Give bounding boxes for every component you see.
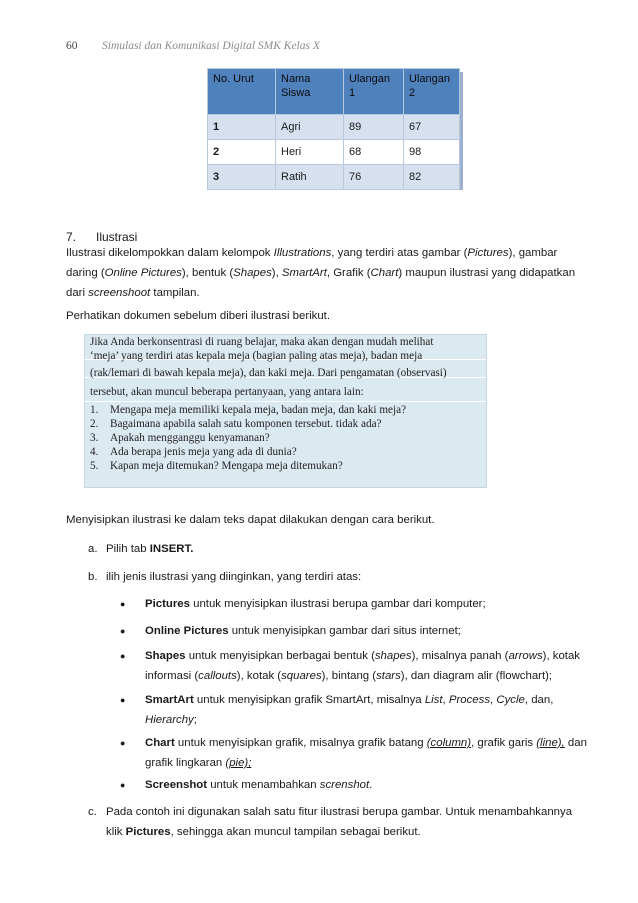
header-ulangan-2: Ulangan 2 xyxy=(404,69,460,115)
table-cell: 67 xyxy=(404,115,460,140)
list-item: 2. Bagaimana apabila salah satu komponen tersebut. tidak ada? xyxy=(90,418,382,430)
bullet-icon: ● xyxy=(120,695,126,705)
bullet-icon: ● xyxy=(120,599,126,609)
table-cell: 2 xyxy=(208,140,276,165)
table-cell: Agri xyxy=(276,115,344,140)
bullet-online-pictures: ● Online Pictures untuk menyisipkan gambar dari situs internet; xyxy=(120,621,610,641)
bullet-icon: ● xyxy=(120,626,126,636)
table-cell: 82 xyxy=(404,165,460,190)
list-item: 4. Ada berapa jenis meja yang ada di dunia? xyxy=(90,446,297,458)
table-cell: 1 xyxy=(208,115,276,140)
table-cell: 68 xyxy=(344,140,404,165)
table-row xyxy=(208,165,460,190)
list-item: 5. Kapan meja ditemukan? Mengapa meja ditemukan? xyxy=(90,460,343,472)
box-line: tersebut, akan muncul beberapa pertanyaan, yang antara lain: xyxy=(90,386,364,398)
table-row xyxy=(208,140,460,165)
header-nama-siswa: Nama Siswa xyxy=(276,69,344,115)
step-a: a. Pilih tab INSERT. xyxy=(88,543,194,555)
bullet-icon: ● xyxy=(120,780,126,790)
list-item: 1. Mengapa meja memiliki kepala meja, badan meja, dan kaki meja? xyxy=(90,404,407,416)
section-title: Ilustrasi xyxy=(96,230,138,244)
table-cell: Ratih xyxy=(276,165,344,190)
bullet-icon: ● xyxy=(120,738,126,748)
table-cell: 98 xyxy=(404,140,460,165)
bullet-shapes: ● Shapes untuk menyisipkan berbagai bentuk (shapes), misalnya panah (arrows), kotak informasi (callouts), kotak (squares), bintang (stars), dan diagram alir (flowchart); xyxy=(120,646,610,686)
bullet-smartart: ● SmartArt untuk menyisipkan grafik SmartArt, misalnya List, Process, Cycle, dan, Hierarchy; xyxy=(120,690,610,730)
bullet-icon: ● xyxy=(120,651,126,661)
table-cell: 89 xyxy=(344,115,404,140)
table-header-row xyxy=(208,69,460,115)
header-ulangan-1: Ulangan 1 xyxy=(344,69,404,115)
table-row xyxy=(208,115,460,140)
bullet-chart: ● Chart untuk menyisipkan grafik, misalnya grafik batang (column), grafik garis (line), dan grafik lingkaran (pie); xyxy=(120,733,610,773)
step-c: c. Pada contoh ini digunakan salah satu fitur ilustrasi berupa gambar. Untuk menambahkannya klik Pictures, sehingga akan muncul tampilan sebagai berikut. xyxy=(88,806,573,838)
question-list xyxy=(90,404,480,484)
box-line: ‘meja’ yang terdiri atas kepala meja (bagian paling atas meja), badan meja xyxy=(90,350,423,362)
grade-table xyxy=(207,68,460,190)
table-cell: Heri xyxy=(276,140,344,165)
bullet-screenshot: ● Screenshot untuk menambahkan screnshot. xyxy=(120,775,610,795)
step-b: b. ilih jenis ilustrasi yang diinginkan, yang terdiri atas: xyxy=(88,571,362,583)
insert-intro: Menyisipkan ilustrasi ke dalam teks dapat dilakukan dengan cara berikut. xyxy=(66,514,435,526)
intro-paragraph: Ilustrasi dikelompokkan dalam kelompok Illustrations, yang terdiri atas gambar (Pictures), gambar daring (Online Pictures), bentuk (Shapes), SmartArt, Grafik (Chart) maupun ilustrasi yang didapatkan dari screenshoot tampilan. xyxy=(66,247,576,299)
box-line: (rak/lemari di bawah kepala meja), dan kaki meja. Dari pengamatan (observasi) xyxy=(90,367,447,379)
running-title: Simulasi dan Komunikasi Digital SMK Kelas X xyxy=(102,40,320,52)
list-item: 3. Apakah mengganggu kenyamanan? xyxy=(90,432,270,444)
table-cell: 76 xyxy=(344,165,404,190)
header-no-urut: No. Urut xyxy=(208,69,276,115)
section-number: 7. xyxy=(66,230,77,244)
bullet-pictures: ● Pictures untuk menyisipkan ilustrasi berupa gambar dari komputer; xyxy=(120,594,610,614)
table-cell: 3 xyxy=(208,165,276,190)
note-paragraph: Perhatikan dokumen sebelum diberi ilustrasi berikut. xyxy=(66,310,331,322)
section-heading xyxy=(66,230,137,244)
page-number: 60 xyxy=(66,40,78,52)
box-line: Jika Anda berkonsentrasi di ruang belajar, maka akan dengan mudah melihat xyxy=(90,336,434,348)
page-header xyxy=(66,40,320,52)
